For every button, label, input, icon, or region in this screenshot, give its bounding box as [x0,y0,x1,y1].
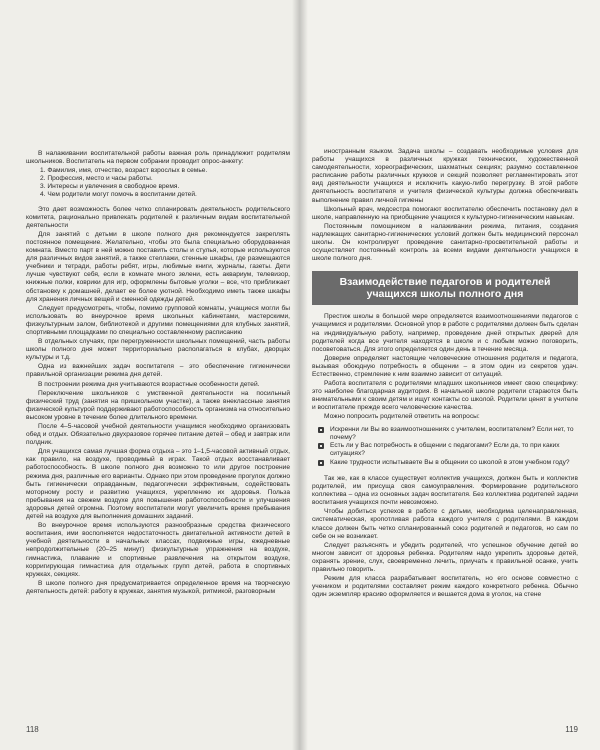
paragraph: Так же, как в классе существует коллектив учащихся, должен быть и коллектив родителей, им присуща своя самоуправления. Формирование родительского коллектива – одна из основных задач воспитателя. Без коллектива родителей задачи воспитания учащихся почти невозможно. [312,475,578,507]
list-item: 4. Чем родители могут помочь в воспитании детей. [40,191,197,199]
paragraph: Можно попросить родителей ответить на вопросы: [324,413,480,421]
paragraph: В построении режима дня учитываются возрастные особенности детей. [38,380,260,388]
question-item [318,442,578,459]
paragraph: Чтобы добиться успехов в работе с детьми, необходима целенаправленная, систематическая, кропотливая работа каждого учителя с родителями. В каждом классе должен быть четко спланированный союз родителей и педагогов, но сам по себе он не возникает. [312,508,578,540]
paragraph: Следует предусмотреть, чтобы, помимо групповой комнаты, учащиеся могли бы использовать во внеурочное время школьных кабинетами, мастерскими, физкультурным залом, библиотекой и другими помещениями для клубных занятий, спортивными площадками по специально составленному расписанию [26,304,290,336]
list-item: 3. Интересы и увлечения в свободное время. [40,183,180,191]
paragraph: Доверие определяет настоящие человеческие отношения родителя и педагога, вызывая обоюдную потребность в общении – в этом один из секретов удач. Естественно, стремление к ним взаимно зависит от ситуаций. [312,354,578,378]
paragraph: иностранным языком. Задача школы – создавать необходимые условия для работы учащихся в различных кружках технических, художественной самодеятельности, хореографических, шахматных секциях; разумно составленное расписание работы различных кружков и секций позволяет регламентировать этот вид деятельности учащихся и исключить какую-либо перегрузку. В этой работе деятельность воспитателя и учителя физической культуры должна обеспечивать выполнение правил личной гигиены [312,148,578,204]
paragraph: Для учащихся самая лучшая форма отдыха – это 1–1,5-часовой активный отдых, как правило, на воздухе, проводимый в играх. Такой отдых восстанавливает работоспособность. В школе полного дня возможно то или другое построение режима дня, различные его варианты. Однако при этом проведение прогулок должно быть гигиенически оправданным, педагогически эффективным, содействовать моторному росту и развитию учащихся, укреплению их здоровья. Польза пребывания на свежем воздухе для повышения работоспособности и улучшения здоровья детей огромна. Поэтому воспитатели могут увеличить время пребывания детей на воздухе для выполнения домашних заданий. [26,448,290,521]
page-number: 118 [26,725,39,734]
question-item [318,459,578,467]
paragraph: Это дает возможность более четко спланировать деятельность родительского комитета, рационально привлекать родителей к различным видам воспитательной деятельности [26,205,290,229]
paragraph: В налаживании воспитательной работы важная роль принадлежит родителям школьников. Воспитатель на первом собрании проводит опрос-анкету: [26,150,290,166]
survey-list [40,167,290,199]
paragraph: Следует разъяснять и убедить родителей, что успешное обучение детей во многом зависит от здоровья ребенка. Родителям надо укрепить здоровье детей, охранять зрение, слух, своевременно лечить, приучать к правильной осанке, учить правильно говорить. [312,541,578,574]
list-item: 2. Профессия, место и часы работы. [40,175,153,183]
checkbox-bullet-icon [318,443,324,449]
right-page [300,0,600,750]
paragraph: Одна из важнейших задач воспитателя – это обеспечение гигиенически правильной организации режима дня детей. [26,363,290,379]
list-item: 1. Фамилия, имя, отчество, возраст взрослых в семье. [40,167,208,175]
question-text: Есть ли у Вас потребность в общении с педагогами? Если да, то при каких ситуациях? [330,442,560,458]
paragraph: Постоянным помощником в налаживании режима, питания, создания надлежащих санитарно-гигиенических условий должен быть медицинский персонал школы. Он контролирует проведение санитарно-просветительной работы и осуществляет постоянный контроль за всеми видами деятельности учащихся в школе полного дня. [312,222,578,263]
paragraph: Работа воспитателя с родителями младших школьников имеет свою специфику: это наиболее благодарная аудитория. В начальной школе родители стараются быть внимательными к своим детям и ищут контакты со школой. Родители ценят в учителе и воспитателе прежде всего человеческие качества. [312,380,578,412]
book-gutter-shadow [292,0,308,750]
questions-list [318,426,578,467]
question-text: Какие трудности испытываете Вы в общении со школой в этом учебном году? [330,458,570,466]
paragraph: Школьный врач, медсестра помогают воспитателю обеспечить постановку дел в школе, направленную на приобщение учащихся к культурно-гигиеническим навыкам. [312,205,578,221]
paragraph: Режим для класса разрабатывает воспитатель, но его основе совместно с учеником и родителями составляет режим каждого конкретного ребенка. Обычно один экземпляр красиво оформляется и вешается дома в уголок, на стене [312,575,578,599]
paragraph: В отдельных случаях, при перегруженности школьных помещений, часть работы школы полного дня может территориально располагаться в клубах, дворцах культуры и т.д. [26,338,290,362]
paragraph: Переключение школьников с умственной деятельности на посильный физический труд (занятия на пришкольном участке), а также внеклассные занятия физической культурой поддерживают работоспособность организма на относительно высоком уровне в течение более длительного времени. [26,389,290,421]
paragraph: Для занятий с детьми в школе полного дня рекомендуется закреплять постоянное помещение. Желательно, чтобы это была специально оборудованная комната. Вместо парт в ней можно поставить столы и стулья, которые используются для различных видов занятий, а также стеллажи, стенные шкафы, где размещаются учебники и тетради, работы ребят, игры, любимые книги, журналы, газеты. Дети лучше чувствуют себя, если в комнате много зелени, есть аквариум, телевизор, книжные полки, коврики для игр, оформлены бытовые уголки – все, что приближает обстановку к домашней, делает ее более уютной. Необходимо иметь также шкафы для хранения личных вещей и сменной одежды детей. [26,230,290,303]
section-heading: Взаимодействие педагогов и родителей учащихся школы полного дня [312,271,578,305]
question-text: Искренни ли Вы во взаимоотношениях с учителем, воспитателем? Если нет, то почему? [330,425,574,441]
page-number: 119 [565,725,578,734]
checkbox-bullet-icon [318,460,324,466]
paragraph: Во внеурочное время используются разнообразные средства физического воспитания, ими восполняется недостаточность двигательной активности детей в учебной деятельности в начальных классах, подвижные игры, ежедневные непродолжительные (20–25 минут) физкультурные упражнения на воздухе, гимнастика, плавание и спортивные развлечения на открытом воздухе, корригирующая гимнастика для отдельных групп детей, работа в спортивных кружках, секциях. [26,522,290,578]
paragraph: Престиж школы в большой мере определяется взаимоотношениями педагогов с учащимися и родителями. Основной упор в работе с родителями должен быть сделан на индивидуальную работу, например, проведение дней открытых дверей для родителей когда все учителя находятся в школе и с любым можно поговорить, посоветоваться. Для этого определяется один день в течение месяца. [312,313,578,353]
question-item [318,426,578,443]
checkbox-bullet-icon [318,427,324,433]
paragraph: После 4–5-часовой учебной деятельности учащимся необходимо организовать обед и отдых. Обязательно двухразовое горячее питание детей – обед и завтрак или полдник. [26,423,290,447]
paragraph: В школе полного дня предусматривается определенное время на творческую деятельность детей: работу в кружках, занятия музыкой, ритмикой, разговорным [26,579,290,595]
